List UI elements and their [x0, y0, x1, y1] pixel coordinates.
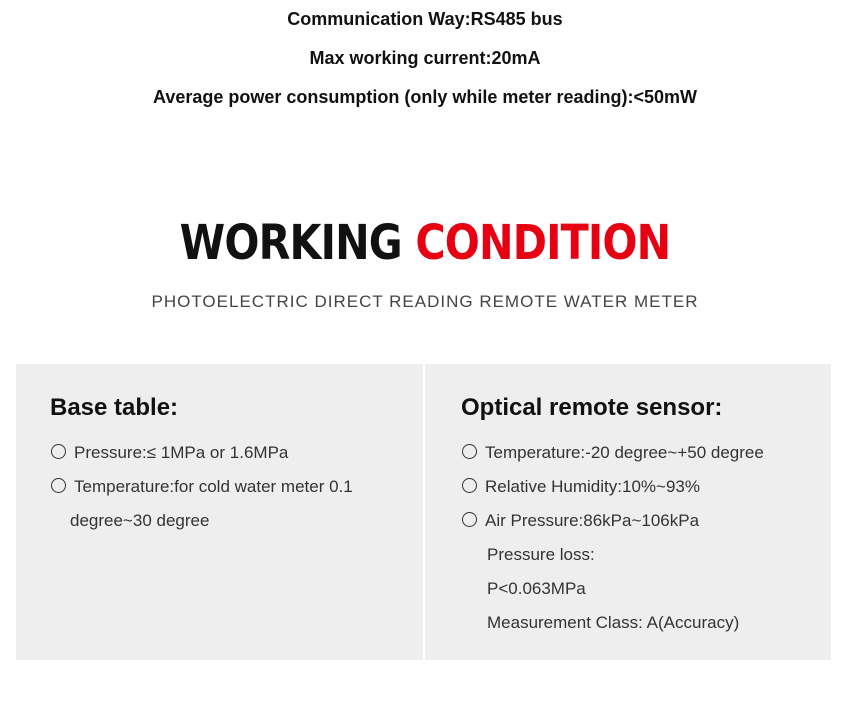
base-table-title: Base table: [50, 394, 179, 421]
section-subheading: PHOTOELECTRIC DIRECT READING REMOTE WATER METER [151, 292, 699, 311]
optical-sensor-pressure-loss-label: Pressure loss: [487, 545, 595, 564]
base-table-item-pressure [50, 436, 423, 470]
optical-sensor-item-text: Temperature:-20 degree~+50 degree [485, 443, 764, 462]
section-heading [60, 212, 791, 274]
spec-power-consumption: Average power consumption (only while meter reading):<50mW [153, 87, 697, 107]
circle-bullet-icon [462, 512, 477, 527]
spec-list [0, 6, 850, 123]
optical-sensor-pressure-loss-value: P<0.063MPa [487, 579, 586, 598]
circle-bullet-icon [462, 444, 477, 459]
optical-sensor-item-humidity [461, 470, 831, 504]
base-table-item-continuation: degree~30 degree [70, 511, 210, 530]
optical-sensor-item-text: Air Pressure:86kPa~106kPa [485, 511, 700, 530]
optical-sensor-item-text: Relative Humidity:10%~93% [485, 477, 700, 496]
base-table-item-text: Temperature:for cold water meter 0.1 [74, 477, 353, 496]
heading-word-working: WORKING [179, 215, 402, 271]
optical-sensor-item-air-pressure [461, 504, 831, 538]
circle-bullet-icon [51, 444, 66, 459]
circle-bullet-icon [462, 478, 477, 493]
circle-bullet-icon [51, 478, 66, 493]
base-table-item-text: Pressure:≤ 1MPa or 1.6MPa [74, 443, 289, 462]
optical-sensor-title: Optical remote sensor: [461, 394, 723, 421]
heading-word-condition: CONDITION [415, 215, 671, 271]
optical-sensor-measurement-class: Measurement Class: A(Accuracy) [487, 613, 740, 632]
optical-sensor-panel [425, 364, 831, 660]
optical-sensor-item-temperature [461, 436, 831, 470]
spec-communication: Communication Way:RS485 bus [287, 9, 563, 29]
base-table-panel [16, 364, 423, 660]
condition-panels [16, 364, 831, 660]
base-table-item-temperature [50, 470, 423, 538]
spec-max-current: Max working current:20mA [309, 48, 541, 68]
